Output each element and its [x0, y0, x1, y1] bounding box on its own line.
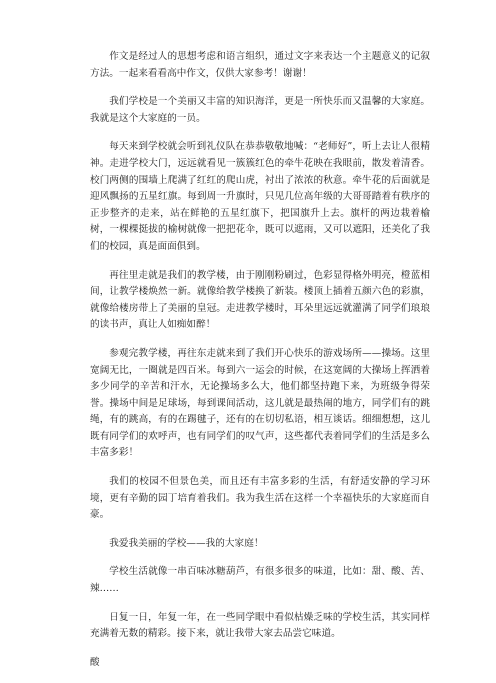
candied-haws-paragraph: 学校生活就像一串百味冰糖葫芦，有很多很多的味道，比如：甜、酸、苦、辣…… [90, 566, 430, 595]
day-after-day-paragraph: 日复一日，年复一年，在一些同学眼中看似枯燥乏味的学校生活，其实同样充满着无数的精彩。接下来，就让我带大家去品尝它味道。 [90, 611, 430, 640]
love-school-paragraph: 我爱我美丽的学校——我的大家庭！ [109, 537, 264, 549]
intro-paragraph: 作文是经过人的思想考虑和语言组织，通过文字来表达一个主题意义的记叙方法。一起来看看高中作文，仅供大家参考！谢谢！ [90, 51, 430, 79]
campus-life-paragraph: 我们的校园不但景色美，而且还有丰富多彩的生活，有舒适安静的学习环境，更有辛勤的园丁培育着我们。我为我生活在这样一个幸福快乐的大家庭而自豪。 [90, 476, 430, 521]
school-family-paragraph: 我们学校是一个美丽又丰富的知识海洋，更是一所快乐而又温馨的大家庭。我就是这个大家庭的一员。 [90, 96, 430, 124]
teaching-building-paragraph: 再往里走就是我们的教学楼，由于刚刚粉刷过，色彩显得格外明亮，橙蓝相间，让教学楼焕然一新。就像给教学楼换了新装。楼顶上插着五颜六色的彩旗，就像给楼房带上了美丽的皇冠。走进教学楼时，耳朵里远远就灌满了同学们琅琅的读书声，真让人如痴如醉！ [90, 269, 430, 331]
section-heading-sour: 酸 [90, 656, 100, 668]
playground-paragraph: 参观完教学楼，再往东走就来到了我们开心快乐的游戏场所——操场。这里宽阔无比，一圈就是四百米。每到六一运会的时候，在这宽阔的大操场上挥洒着多少同学的辛苦和汗水，无论操场多么大，他们都坚持跑下来，为班级争得荣誉。操场中间是足球场，每到课间活动，这儿就是最热闹的地方，同学们有的跳绳，有的跳高，有的在踢毽子，还有的在切切私语，相互谈话。细细想想，这儿既有同学们的欢呼声，也有同学们的叹气声，这些都代表着同学们的生活是多么丰富多彩！ [90, 347, 430, 459]
school-gate-paragraph: 每天来到学校就会听到礼仪队在恭恭敬敬地喊：“老师好”，听上去让人很精神。走进学校大门，远远就看见一簇簇红色的牵牛花映在我眼前，散发着清香。校门两侧的围墙上爬满了红红的爬山虎，衬出了浓浓的秋意。牵牛花的后面就是迎风飘扬的五星红旗。每到周一升旗时，只见几位高年级的大哥哥踏着有秩序的正步整齐的走来，站在鲜艳的五星红旗下，把国旗升上去。旗杆的两边栽着榆树，一棵棵挺拔的榆树就像一把把花伞，既可以遮雨，又可以遮阳，还美化了我们的校园，真是面面俱到。 [90, 141, 430, 252]
essay-body [90, 49, 430, 683]
